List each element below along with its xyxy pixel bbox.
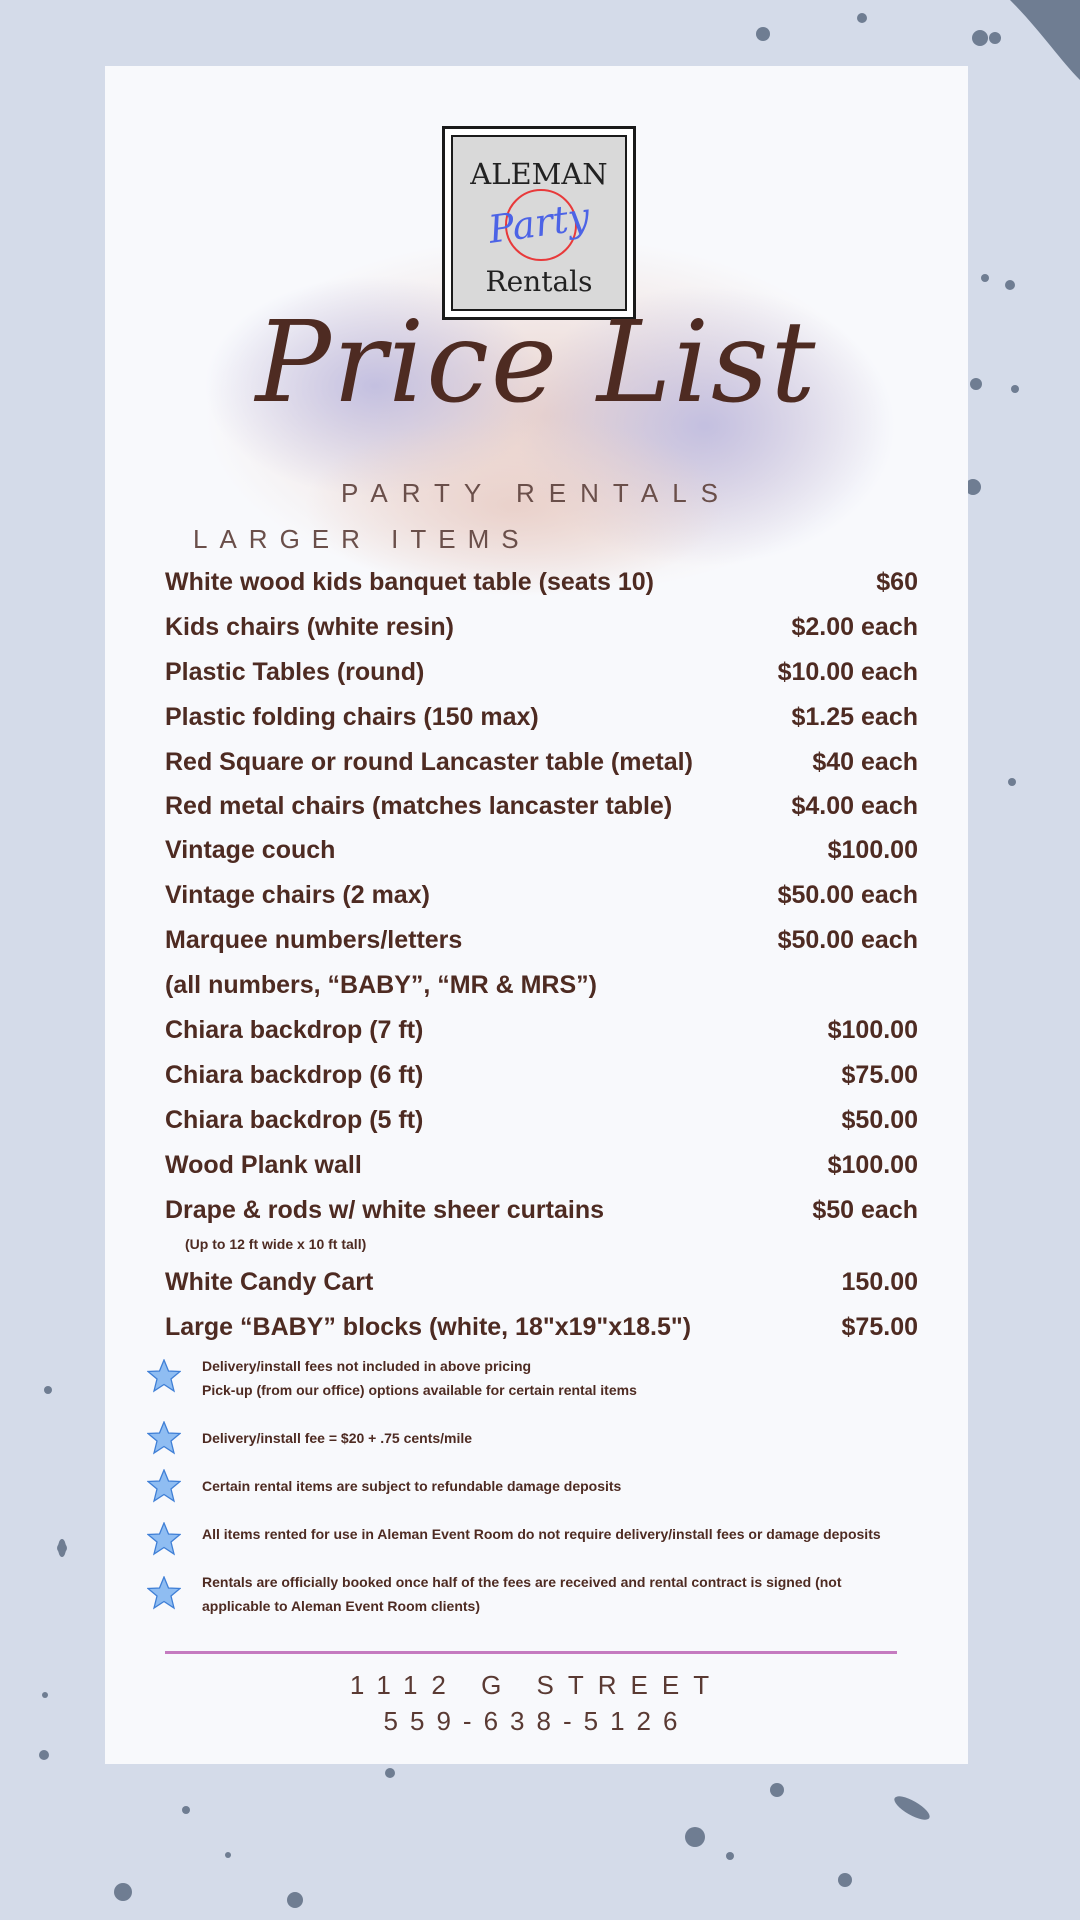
item-price: $50.00 each (777, 926, 918, 954)
item-price: 150.00 (841, 1268, 918, 1296)
item-price: $75.00 (841, 1313, 918, 1341)
item-name: Plastic Tables (round) (165, 658, 425, 686)
star-icon (147, 1421, 181, 1455)
price-row (165, 568, 918, 608)
price-row (165, 1106, 918, 1146)
price-row (165, 971, 918, 1011)
item-name: Kids chairs (white resin) (165, 613, 454, 641)
item-price: $4.00 each (791, 792, 918, 820)
note-text (202, 1354, 882, 1402)
price-row (165, 613, 918, 653)
divider (165, 1651, 897, 1654)
page-subtitle: PARTY RENTALS (340, 478, 733, 508)
drape-size-note: (Up to 12 ft wide x 10 ft tall) (185, 1236, 367, 1252)
item-price: $100.00 (827, 836, 918, 864)
page-title: Price List (255, 298, 818, 428)
note-line: All items rented for use in Aleman Event Room do not require delivery/install fees or damage deposits (202, 1526, 881, 1542)
item-name: Chiara backdrop (6 ft) (165, 1061, 424, 1089)
star-icon (147, 1522, 181, 1556)
price-row (165, 1061, 918, 1101)
star-icon (147, 1469, 181, 1503)
section-heading: LARGER ITEMS (193, 524, 531, 554)
price-row (165, 1268, 918, 1308)
item-price: $75.00 (841, 1061, 918, 1089)
item-name: Red metal chairs (matches lancaster table) (165, 792, 673, 820)
note-text (202, 1570, 882, 1618)
item-name: White wood kids banquet table (seats 10) (165, 568, 654, 596)
star-icon (147, 1359, 181, 1393)
price-row (165, 1196, 918, 1236)
price-row (165, 658, 918, 698)
note-line: Pick-up (from our office) options available for certain rental items (202, 1382, 637, 1398)
item-price: $100.00 (827, 1016, 918, 1044)
item-price: $40 each (812, 748, 918, 776)
logo-script-text: Party (485, 194, 593, 252)
item-name: (all numbers, “BABY”, “MR & MRS”) (165, 971, 597, 999)
note-line: Delivery/install fee = $20 + .75 cents/mile (202, 1430, 473, 1446)
item-price: $2.00 each (791, 613, 918, 641)
price-row (165, 1016, 918, 1056)
item-name: Drape & rods w/ white sheer curtains (165, 1196, 605, 1224)
price-row (165, 1151, 918, 1191)
item-name: Chiara backdrop (5 ft) (165, 1106, 424, 1134)
item-price: $50 each (812, 1196, 918, 1224)
price-row (165, 703, 918, 743)
price-row (165, 748, 918, 788)
note-text (202, 1474, 882, 1498)
item-name: Vintage chairs (2 max) (165, 881, 430, 909)
price-row (165, 836, 918, 876)
note-line: Rentals are officially booked once half of the fees are received and rental contract is signed (not applicable to Aleman Event Room clients) (202, 1574, 842, 1614)
item-name: Vintage couch (165, 836, 336, 864)
item-price: $100.00 (827, 1151, 918, 1179)
price-list-card (105, 66, 968, 1764)
item-price: $60 (876, 568, 918, 596)
price-row (165, 926, 918, 966)
logo-bottom-text: Rentals (485, 265, 593, 298)
phone-number: 559-638-5126 (383, 1706, 690, 1736)
note-line: Certain rental items are subject to refundable damage deposits (202, 1478, 622, 1494)
item-name: Chiara backdrop (7 ft) (165, 1016, 424, 1044)
price-row (165, 881, 918, 921)
price-row (165, 792, 918, 832)
item-name: Plastic folding chairs (150 max) (165, 703, 539, 731)
item-name: Large “BABY” blocks (white, 18"x19"x18.5") (165, 1313, 692, 1341)
logo-top-text: ALEMAN (470, 157, 608, 191)
item-name: Wood Plank wall (165, 1151, 362, 1179)
note-text (202, 1522, 882, 1546)
item-price: $50.00 (841, 1106, 918, 1134)
star-icon (147, 1576, 181, 1610)
item-price: $1.25 each (791, 703, 918, 731)
item-price: $50.00 each (777, 881, 918, 909)
item-name: Red Square or round Lancaster table (metal) (165, 748, 693, 776)
item-name: Marquee numbers/letters (165, 926, 463, 954)
company-logo (442, 126, 636, 320)
street-address: 1112 G STREET (349, 1670, 724, 1700)
price-row (165, 1313, 918, 1353)
note-text (202, 1426, 882, 1450)
note-line: Delivery/install fees not included in above pricing (202, 1358, 532, 1374)
item-price: $10.00 each (777, 658, 918, 686)
item-name: White Candy Cart (165, 1268, 374, 1296)
